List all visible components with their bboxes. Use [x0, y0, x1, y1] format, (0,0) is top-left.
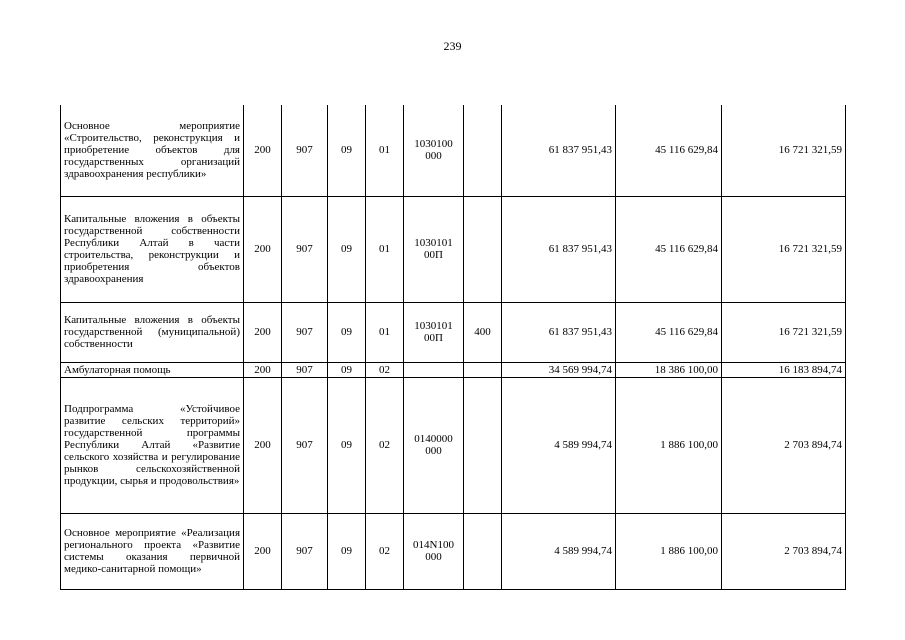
amount-cell: 16 721 321,59 [722, 196, 846, 302]
code-cell: 02 [366, 377, 404, 513]
code-cell: 01 [366, 196, 404, 302]
row-name: Амбулаторная помощь [61, 362, 244, 377]
amount-cell: 16 721 321,59 [722, 105, 846, 196]
amount-cell: 2 703 894,74 [722, 513, 846, 589]
code-cell: 907 [282, 377, 328, 513]
amount-cell: 1 886 100,00 [616, 377, 722, 513]
amount-cell: 16 721 321,59 [722, 302, 846, 362]
amount-cell: 45 116 629,84 [616, 196, 722, 302]
code-cell: 01 [366, 302, 404, 362]
amount-cell: 34 569 994,74 [502, 362, 616, 377]
target-code-cell: 014N100 000 [404, 513, 464, 589]
code-cell: 09 [328, 377, 366, 513]
code-cell: 200 [244, 105, 282, 196]
code-cell: 02 [366, 362, 404, 377]
code-cell: 09 [328, 196, 366, 302]
amount-cell: 61 837 951,43 [502, 105, 616, 196]
target-code-cell: 0140000 000 [404, 377, 464, 513]
table-row [61, 377, 846, 513]
amount-cell: 4 589 994,74 [502, 513, 616, 589]
row-name: Основное мероприятие «Строительство, реконструкция и приобретение объектов для государственных организаций здравоохранения республики» [61, 105, 244, 196]
table-row [61, 196, 846, 302]
code-cell: 200 [244, 377, 282, 513]
vr-cell [464, 362, 502, 377]
table-row [61, 105, 846, 196]
code-cell: 907 [282, 105, 328, 196]
code-cell: 907 [282, 196, 328, 302]
vr-cell [464, 513, 502, 589]
amount-cell: 45 116 629,84 [616, 105, 722, 196]
page-number: 239 [443, 39, 462, 53]
code-cell: 09 [328, 105, 366, 196]
code-cell: 200 [244, 513, 282, 589]
vr-cell [464, 377, 502, 513]
code-cell: 09 [328, 362, 366, 377]
row-name: Капитальные вложения в объекты государственной собственности Республики Алтай в части строительства, реконструкции и приобретения объектов здравоохранения [61, 196, 244, 302]
vr-cell [464, 196, 502, 302]
table-row [61, 513, 846, 589]
code-cell: 01 [366, 105, 404, 196]
amount-cell: 18 386 100,00 [616, 362, 722, 377]
row-name: Подпрограмма «Устойчивое развитие сельских территорий» государственной программы Республики Алтай «Развитие сельского хозяйства и регулирование рынков сельскохозяйственной продукции, сырья и продовольствия» [61, 377, 244, 513]
amount-cell: 2 703 894,74 [722, 377, 846, 513]
code-cell: 907 [282, 302, 328, 362]
table-row [61, 302, 846, 362]
code-cell: 200 [244, 362, 282, 377]
budget-table [60, 105, 846, 590]
vr-cell: 400 [464, 302, 502, 362]
code-cell: 200 [244, 196, 282, 302]
code-cell: 02 [366, 513, 404, 589]
target-code-cell: 1030100 000 [404, 105, 464, 196]
target-code-cell: 1030101 00П [404, 196, 464, 302]
amount-cell: 16 183 894,74 [722, 362, 846, 377]
amount-cell: 45 116 629,84 [616, 302, 722, 362]
amount-cell: 1 886 100,00 [616, 513, 722, 589]
row-name: Капитальные вложения в объекты государственной (муниципальной) собственности [61, 302, 244, 362]
amount-cell: 61 837 951,43 [502, 196, 616, 302]
code-cell: 907 [282, 362, 328, 377]
code-cell: 09 [328, 513, 366, 589]
code-cell: 200 [244, 302, 282, 362]
amount-cell: 61 837 951,43 [502, 302, 616, 362]
table-row [61, 362, 846, 377]
vr-cell [464, 105, 502, 196]
row-name: Основное мероприятие «Реализация регионального проекта «Развитие системы оказания первичной медико-санитарной помощи» [61, 513, 244, 589]
code-cell: 907 [282, 513, 328, 589]
amount-cell: 4 589 994,74 [502, 377, 616, 513]
target-code-cell: 1030101 00П [404, 302, 464, 362]
code-cell: 09 [328, 302, 366, 362]
target-code-cell [404, 362, 464, 377]
